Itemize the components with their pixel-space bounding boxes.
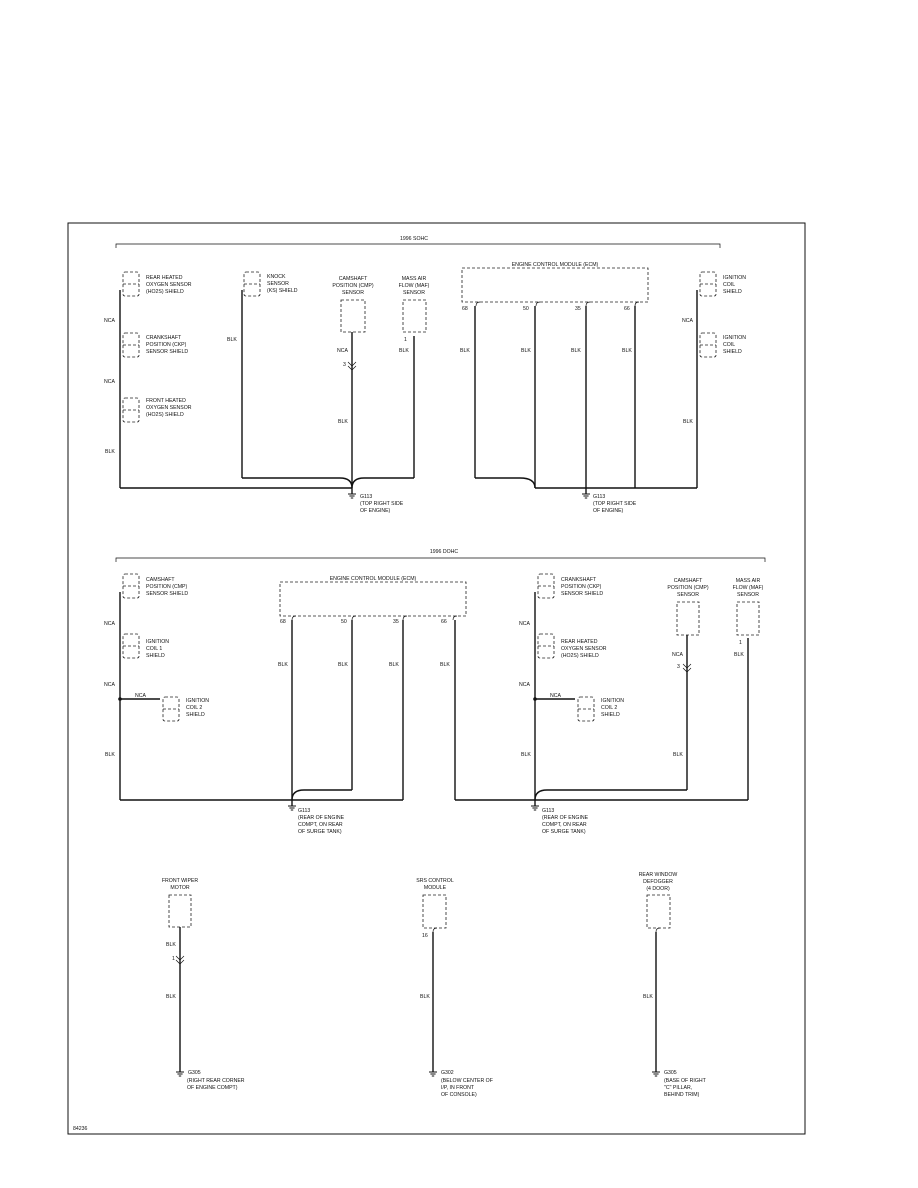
middle-ground-left-label: G113 [298,808,311,814]
svg-text:68: 68 [462,306,468,312]
svg-text:CRANKSHAFT: CRANKSHAFT [561,577,597,583]
svg-text:BLK: BLK [571,348,581,354]
svg-text:BLK: BLK [440,662,450,668]
svg-text:50: 50 [523,306,529,312]
svg-text:BLK: BLK [105,752,115,758]
svg-text:1: 1 [172,956,175,962]
svg-text:(TOP RIGHT SIDE: (TOP RIGHT SIDE [360,501,404,507]
svg-text:BLK: BLK [389,662,399,668]
svg-text:BLK: BLK [105,449,115,455]
svg-text:(REAR OF ENGINE: (REAR OF ENGINE [298,815,345,821]
svg-text:35: 35 [393,619,399,625]
svg-text:35: 35 [575,306,581,312]
svg-text:1: 1 [404,337,407,343]
svg-text:BLK: BLK [460,348,470,354]
svg-text:IGNITION: IGNITION [601,698,625,704]
svg-text:(BELOW CENTER OF: (BELOW CENTER OF [441,1078,493,1084]
svg-text:NCA: NCA [104,682,115,688]
svg-text:66: 66 [441,619,447,625]
svg-text:CAMSHAFT: CAMSHAFT [146,577,175,583]
svg-text:SENSOR SHIELD: SENSOR SHIELD [146,591,189,597]
svg-text:SENSOR SHIELD: SENSOR SHIELD [146,349,189,355]
svg-text:CAMSHAFT: CAMSHAFT [673,578,703,584]
svg-text:POSITION (CMP): POSITION (CMP) [332,283,374,289]
svg-text:50: 50 [341,619,347,625]
svg-text:NCA: NCA [337,348,348,354]
svg-text:BLK: BLK [338,419,348,425]
svg-text:3: 3 [677,664,680,670]
svg-text:OXYGEN SENSOR: OXYGEN SENSOR [146,282,192,288]
svg-text:BLK: BLK [166,994,176,1000]
svg-text:SHIELD: SHIELD [186,712,205,718]
svg-text:(RIGHT REAR CORNER: (RIGHT REAR CORNER [187,1078,245,1084]
svg-text:OF SURGE TANK): OF SURGE TANK) [298,829,342,835]
svg-text:BLK: BLK [622,348,632,354]
diagram-id: 84236 [73,1126,88,1132]
svg-text:BLK: BLK [420,994,430,1000]
svg-text:NCA: NCA [104,621,115,627]
svg-text:SENSOR: SENSOR [267,281,289,287]
svg-text:COIL 2: COIL 2 [186,705,203,711]
svg-text:(HO2S) SHIELD: (HO2S) SHIELD [561,653,599,659]
bottom-section [162,872,707,1098]
svg-text:3: 3 [343,362,346,368]
svg-text:"C" PILLAR,: "C" PILLAR, [664,1085,693,1091]
svg-text:FLOW (MAF): FLOW (MAF) [398,283,430,289]
svg-text:NCA: NCA [519,682,530,688]
svg-text:REAR HEATED: REAR HEATED [561,639,598,645]
svg-text:SHIELD: SHIELD [146,653,165,659]
svg-text:COMPT, ON REAR: COMPT, ON REAR [542,822,587,828]
svg-text:COMPT, ON REAR: COMPT, ON REAR [298,822,343,828]
svg-text:(HO2S) SHIELD: (HO2S) SHIELD [146,289,184,295]
svg-text:NCA: NCA [550,693,561,699]
svg-text:SHIELD: SHIELD [723,289,742,295]
top-ground-left-label: G113 [360,494,373,500]
svg-text:POSITION (CMP): POSITION (CMP) [667,585,709,591]
svg-text:COIL 2: COIL 2 [601,705,618,711]
svg-text:BLK: BLK [683,419,693,425]
svg-text:FLOW (MAF): FLOW (MAF) [732,585,764,591]
svg-text:OXYGEN SENSOR: OXYGEN SENSOR [146,405,192,411]
middle-ground-right-label: G113 [542,808,555,814]
svg-text:NCA: NCA [135,693,146,699]
svg-text:SRS CONTROL: SRS CONTROL [416,878,454,884]
svg-text:COIL: COIL [723,342,736,348]
svg-text:DEFOGGER: DEFOGGER [643,879,673,885]
svg-text:POSITION (CKP): POSITION (CKP) [561,584,602,590]
svg-text:NCA: NCA [682,318,693,324]
top-section-header: 1996 SOHC [400,236,428,242]
svg-text:BLK: BLK [278,662,288,668]
svg-text:I/P, IN FRONT: I/P, IN FRONT [441,1085,475,1091]
svg-text:G302: G302 [441,1070,454,1076]
svg-text:BLK: BLK [521,348,531,354]
svg-text:BLK: BLK [521,752,531,758]
svg-text:CRANKSHAFT: CRANKSHAFT [146,335,182,341]
svg-text:OF ENGINE COMPT): OF ENGINE COMPT) [187,1085,238,1091]
svg-text:(HO2S) SHIELD: (HO2S) SHIELD [146,412,184,418]
svg-text:POSITION (CKP): POSITION (CKP) [146,342,187,348]
svg-text:REAR WINDOW: REAR WINDOW [638,872,678,878]
svg-text:IGNITION: IGNITION [186,698,210,704]
svg-text:BLK: BLK [734,652,744,658]
svg-text:OF ENGINE): OF ENGINE) [360,508,391,514]
svg-text:BLK: BLK [166,942,176,948]
svg-text:FRONT WIPER: FRONT WIPER [161,878,199,884]
svg-text:BEHIND TRIM): BEHIND TRIM) [664,1092,700,1098]
svg-text:66: 66 [624,306,630,312]
svg-text:68: 68 [280,619,286,625]
top-ground-right-label: G113 [593,494,606,500]
svg-text:MOTOR: MOTOR [170,885,190,891]
svg-text:MODULE: MODULE [423,885,447,891]
svg-text:OF SURGE TANK): OF SURGE TANK) [542,829,586,835]
svg-text:FRONT HEATED: FRONT HEATED [146,398,186,404]
svg-text:NCA: NCA [672,652,683,658]
svg-text:SENSOR: SENSOR [342,290,364,296]
svg-text:NCA: NCA [104,379,115,385]
svg-text:SENSOR: SENSOR [403,290,425,296]
svg-text:SENSOR: SENSOR [677,592,699,598]
svg-text:BLK: BLK [643,994,653,1000]
svg-text:(TOP RIGHT SIDE: (TOP RIGHT SIDE [593,501,637,507]
svg-text:SENSOR SHIELD: SENSOR SHIELD [561,591,604,597]
svg-text:OF ENGINE): OF ENGINE) [593,508,624,514]
svg-text:MASS AIR: MASS AIR [735,578,761,584]
svg-text:16: 16 [422,933,428,939]
svg-text:CAMSHAFT: CAMSHAFT [338,276,368,282]
page-frame [68,223,805,1134]
svg-text:(KS) SHIELD: (KS) SHIELD [267,288,298,294]
top-section [104,236,746,514]
svg-text:BLK: BLK [227,337,237,343]
svg-text:COIL 1: COIL 1 [146,646,163,652]
svg-text:IGNITION: IGNITION [146,639,170,645]
middle-section-header: 1996 DOHC [429,549,459,555]
svg-text:(REAR OF ENGINE: (REAR OF ENGINE [542,815,589,821]
svg-text:COIL: COIL [723,282,736,288]
svg-text:ENGINE CONTROL MODULE (ECM): ENGINE CONTROL MODULE (ECM) [329,576,417,582]
svg-text:(BASE OF RIGHT: (BASE OF RIGHT [664,1078,706,1084]
svg-text:KNOCK: KNOCK [267,274,286,280]
svg-text:SHIELD: SHIELD [723,349,742,355]
svg-text:NCA: NCA [519,621,530,627]
svg-text:BLK: BLK [338,662,348,668]
svg-text:IGNITION: IGNITION [723,335,747,341]
svg-text:MASS AIR: MASS AIR [401,276,427,282]
svg-text:(4 DOOR): (4 DOOR) [646,886,670,892]
svg-text:SENSOR: SENSOR [737,592,759,598]
svg-text:BLK: BLK [399,348,409,354]
svg-text:BLK: BLK [673,752,683,758]
svg-text:OF CONSOLE): OF CONSOLE) [441,1092,477,1098]
svg-text:G305: G305 [664,1070,677,1076]
svg-text:ENGINE CONTROL MODULE (ECM): ENGINE CONTROL MODULE (ECM) [511,262,599,268]
middle-section [104,549,765,835]
svg-text:SHIELD: SHIELD [601,712,620,718]
svg-text:REAR HEATED: REAR HEATED [146,275,183,281]
svg-text:OXYGEN SENSOR: OXYGEN SENSOR [561,646,607,652]
svg-text:NCA: NCA [104,318,115,324]
svg-text:G305: G305 [188,1070,201,1076]
svg-text:POSITION (CMP): POSITION (CMP) [146,584,188,590]
svg-text:1: 1 [739,640,742,646]
svg-text:IGNITION: IGNITION [723,275,747,281]
